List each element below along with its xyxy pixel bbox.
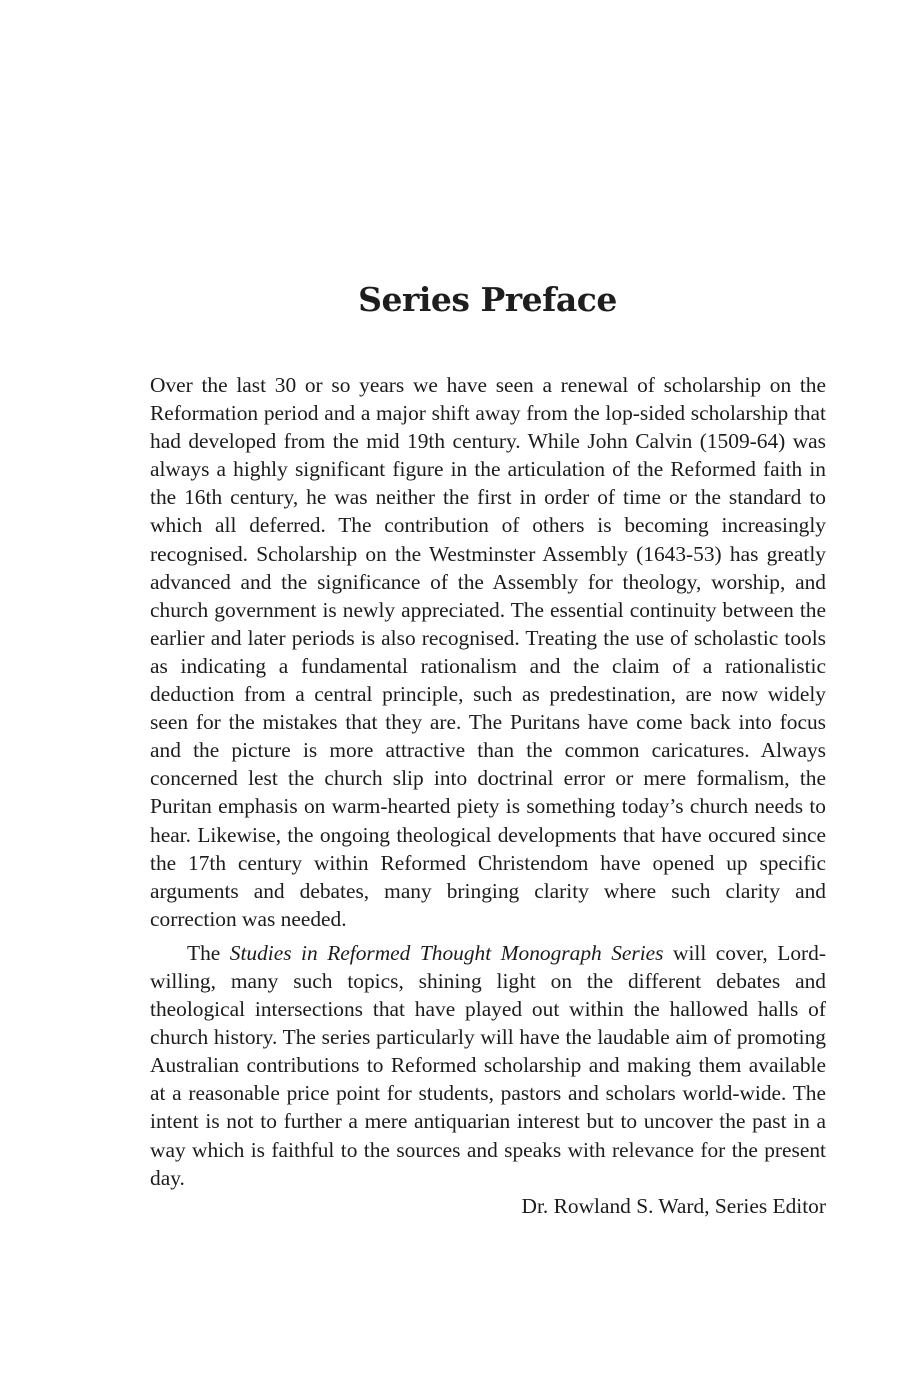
preface-body — [150, 371, 826, 1220]
page-title: Series Preface — [358, 280, 617, 319]
paragraph-2 — [150, 939, 826, 1192]
signature: Dr. Rowland S. Ward, Series Editor — [521, 1193, 826, 1218]
series-name: Studies in Reformed Thought Monograph Series — [229, 940, 664, 965]
paragraph-1: Over the last 30 or so years we have seen a renewal of scholarship on the Reformation period and a major shift away from the lop-sided scholarship that had developed from the mid 19th century. While John Calvin (1509-64) was always a highly significant figure in the articulation of the Reformed faith in the 16th century, he was neither the first in order of time or the standard to which all deferred. The contribution of others is becoming increasingly recognised. Scholarship on the Westminster Assembly (1643-53) has greatly advanced and the significance of the Assembly for theology, worship, and church government is newly appreciated. The essential continuity between the earlier and later periods is also recognised. Treating the use of scholastic tools as indicating a fundamental rationalism and the claim of a rationalistic deduction from a central principle, such as predestination, are now widely seen for the mistakes that they are. The Puritans have come back into focus and the picture is more attractive than the common caricatures. Always concerned lest the church slip into doctrinal error or mere formalism, the Puritan emphasis on warm-hearted piety is something today’s church needs to hear. Likewise, the ongoing theological developments that have occured since the 17th century within Reformed Christendom have opened up specific arguments and debates, many bringing clarity where such clarity and correction was needed. — [150, 373, 826, 931]
paragraph-2-lead: The — [187, 940, 230, 965]
paragraph-2-rest: will cover, Lord-willing, many such topics, shining light on the different debates and theological intersections that have played out within the hallowed halls of church history. The series particularly will have the laudable aim of promoting Australian contributions to Reformed scholarship and making them available at a reasonable price point for students, pastors and scholars world-wide. The intent is not to further a mere antiquarian interest but to uncover the past in a way which is faithful to the sources and speaks with relevance for the present day. — [150, 940, 826, 1190]
